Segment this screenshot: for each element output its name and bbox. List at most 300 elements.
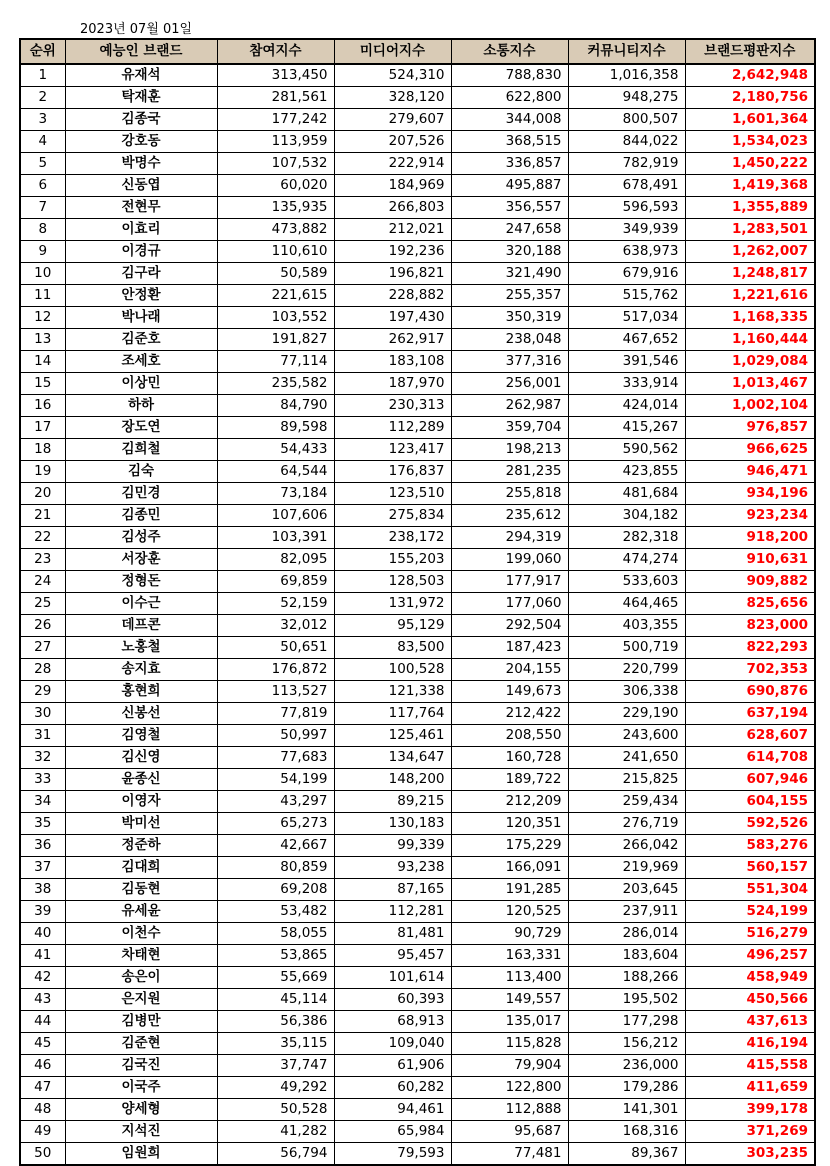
community-cell: 195,502 (568, 989, 685, 1011)
rank-cell: 30 (20, 703, 65, 725)
name-cell: 이효리 (65, 219, 217, 241)
participation-cell: 50,651 (217, 637, 334, 659)
community-cell: 177,298 (568, 1011, 685, 1033)
name-cell: 유재석 (65, 64, 217, 87)
brand-reputation-table (19, 38, 816, 1166)
table-row (20, 813, 815, 835)
participation-cell: 49,292 (217, 1077, 334, 1099)
communication-cell: 255,357 (451, 285, 568, 307)
communication-cell: 95,687 (451, 1121, 568, 1143)
rank-cell: 40 (20, 923, 65, 945)
communication-cell: 495,887 (451, 175, 568, 197)
name-cell: 송지효 (65, 659, 217, 681)
name-cell: 이천수 (65, 923, 217, 945)
rank-cell: 26 (20, 615, 65, 637)
table-row (20, 571, 815, 593)
rank-cell: 25 (20, 593, 65, 615)
media-cell: 128,503 (334, 571, 451, 593)
name-cell: 은지원 (65, 989, 217, 1011)
name-cell: 서장훈 (65, 549, 217, 571)
media-cell: 112,289 (334, 417, 451, 439)
media-cell: 109,040 (334, 1033, 451, 1055)
table-row (20, 1099, 815, 1121)
participation-cell: 54,433 (217, 439, 334, 461)
table-body (20, 64, 815, 1165)
community-cell: 464,465 (568, 593, 685, 615)
media-cell: 328,120 (334, 87, 451, 109)
media-cell: 131,972 (334, 593, 451, 615)
community-cell: 168,316 (568, 1121, 685, 1143)
name-cell: 차태현 (65, 945, 217, 967)
table-row (20, 483, 815, 505)
table-row (20, 87, 815, 109)
name-cell: 김영철 (65, 725, 217, 747)
media-cell: 112,281 (334, 901, 451, 923)
communication-cell: 149,557 (451, 989, 568, 1011)
table-row (20, 285, 815, 307)
brand-index-cell: 1,355,889 (685, 197, 815, 219)
brand-index-cell: 825,656 (685, 593, 815, 615)
rank-cell: 17 (20, 417, 65, 439)
community-cell: 948,275 (568, 87, 685, 109)
name-cell: 지석진 (65, 1121, 217, 1143)
rank-cell: 19 (20, 461, 65, 483)
rank-cell: 34 (20, 791, 65, 813)
table-row (20, 175, 815, 197)
brand-index-cell: 1,168,335 (685, 307, 815, 329)
rank-cell: 32 (20, 747, 65, 769)
brand-index-cell: 823,000 (685, 615, 815, 637)
community-cell: 517,034 (568, 307, 685, 329)
media-cell: 230,313 (334, 395, 451, 417)
name-cell: 김동현 (65, 879, 217, 901)
community-cell: 467,652 (568, 329, 685, 351)
media-cell: 125,461 (334, 725, 451, 747)
communication-cell: 187,423 (451, 637, 568, 659)
name-cell: 조세호 (65, 351, 217, 373)
rank-cell: 16 (20, 395, 65, 417)
name-cell: 김희철 (65, 439, 217, 461)
name-cell: 이영자 (65, 791, 217, 813)
name-cell: 김신영 (65, 747, 217, 769)
participation-cell: 77,683 (217, 747, 334, 769)
participation-cell: 56,794 (217, 1143, 334, 1166)
media-cell: 275,834 (334, 505, 451, 527)
media-cell: 130,183 (334, 813, 451, 835)
rank-cell: 10 (20, 263, 65, 285)
community-cell: 844,022 (568, 131, 685, 153)
participation-cell: 77,819 (217, 703, 334, 725)
participation-cell: 77,114 (217, 351, 334, 373)
name-cell: 김종국 (65, 109, 217, 131)
table-row (20, 681, 815, 703)
participation-cell: 55,669 (217, 967, 334, 989)
name-cell: 송은이 (65, 967, 217, 989)
communication-cell: 321,490 (451, 263, 568, 285)
community-cell: 349,939 (568, 219, 685, 241)
community-cell: 141,301 (568, 1099, 685, 1121)
participation-cell: 107,606 (217, 505, 334, 527)
communication-cell: 177,917 (451, 571, 568, 593)
brand-index-cell: 1,534,023 (685, 131, 815, 153)
community-cell: 156,212 (568, 1033, 685, 1055)
rank-cell: 38 (20, 879, 65, 901)
table-row (20, 1121, 815, 1143)
media-cell: 148,200 (334, 769, 451, 791)
name-cell: 하하 (65, 395, 217, 417)
brand-index-cell: 1,601,364 (685, 109, 815, 131)
communication-cell: 120,351 (451, 813, 568, 835)
name-cell: 정준하 (65, 835, 217, 857)
table-row (20, 153, 815, 175)
communication-cell: 235,612 (451, 505, 568, 527)
community-cell: 596,593 (568, 197, 685, 219)
participation-cell: 52,159 (217, 593, 334, 615)
community-cell: 481,684 (568, 483, 685, 505)
media-cell: 134,647 (334, 747, 451, 769)
name-cell: 데프콘 (65, 615, 217, 637)
name-cell: 정형돈 (65, 571, 217, 593)
rank-cell: 36 (20, 835, 65, 857)
name-cell: 이경규 (65, 241, 217, 263)
name-cell: 김구라 (65, 263, 217, 285)
brand-index-cell: 1,160,444 (685, 329, 815, 351)
brand-index-cell: 1,419,368 (685, 175, 815, 197)
community-cell: 333,914 (568, 373, 685, 395)
rank-cell: 50 (20, 1143, 65, 1166)
rank-cell: 29 (20, 681, 65, 703)
participation-cell: 107,532 (217, 153, 334, 175)
table-row (20, 747, 815, 769)
media-cell: 95,457 (334, 945, 451, 967)
media-cell: 192,236 (334, 241, 451, 263)
table-row (20, 307, 815, 329)
table-row (20, 461, 815, 483)
community-cell: 183,604 (568, 945, 685, 967)
communication-cell: 262,987 (451, 395, 568, 417)
table-row (20, 329, 815, 351)
table-row (20, 109, 815, 131)
name-cell: 안정환 (65, 285, 217, 307)
media-cell: 212,021 (334, 219, 451, 241)
rank-cell: 22 (20, 527, 65, 549)
name-cell: 임원희 (65, 1143, 217, 1166)
communication-cell: 356,557 (451, 197, 568, 219)
participation-cell: 43,297 (217, 791, 334, 813)
participation-cell: 80,859 (217, 857, 334, 879)
rank-cell: 15 (20, 373, 65, 395)
brand-index-cell: 909,882 (685, 571, 815, 593)
rank-cell: 44 (20, 1011, 65, 1033)
brand-index-cell: 516,279 (685, 923, 815, 945)
media-cell: 94,461 (334, 1099, 451, 1121)
name-cell: 전현무 (65, 197, 217, 219)
name-cell: 탁재훈 (65, 87, 217, 109)
rank-cell: 42 (20, 967, 65, 989)
participation-cell: 176,872 (217, 659, 334, 681)
participation-cell: 82,095 (217, 549, 334, 571)
rank-cell: 6 (20, 175, 65, 197)
table-row (20, 967, 815, 989)
table-row (20, 351, 815, 373)
communication-cell: 198,213 (451, 439, 568, 461)
community-cell: 188,266 (568, 967, 685, 989)
brand-index-cell: 399,178 (685, 1099, 815, 1121)
media-cell: 99,339 (334, 835, 451, 857)
participation-cell: 42,667 (217, 835, 334, 857)
table-row (20, 439, 815, 461)
brand-index-cell: 1,450,222 (685, 153, 815, 175)
name-cell: 윤종신 (65, 769, 217, 791)
rank-cell: 47 (20, 1077, 65, 1099)
communication-cell: 115,828 (451, 1033, 568, 1055)
community-cell: 424,014 (568, 395, 685, 417)
rank-cell: 28 (20, 659, 65, 681)
brand-index-cell: 416,194 (685, 1033, 815, 1055)
participation-cell: 50,528 (217, 1099, 334, 1121)
communication-cell: 212,209 (451, 791, 568, 813)
community-cell: 237,911 (568, 901, 685, 923)
name-cell: 김숙 (65, 461, 217, 483)
brand-index-cell: 607,946 (685, 769, 815, 791)
participation-cell: 221,615 (217, 285, 334, 307)
rank-cell: 48 (20, 1099, 65, 1121)
name-cell: 김대희 (65, 857, 217, 879)
community-cell: 415,267 (568, 417, 685, 439)
table-row (20, 637, 815, 659)
communication-cell: 79,904 (451, 1055, 568, 1077)
media-cell: 87,165 (334, 879, 451, 901)
communication-cell: 281,235 (451, 461, 568, 483)
date-label: 2023년 07월 01일 (80, 22, 193, 37)
brand-index-cell: 628,607 (685, 725, 815, 747)
name-cell: 김준현 (65, 1033, 217, 1055)
media-cell: 228,882 (334, 285, 451, 307)
participation-cell: 313,450 (217, 64, 334, 87)
participation-cell: 113,527 (217, 681, 334, 703)
participation-cell: 50,589 (217, 263, 334, 285)
brand-index-cell: 450,566 (685, 989, 815, 1011)
communication-cell: 788,830 (451, 64, 568, 87)
media-cell: 81,481 (334, 923, 451, 945)
table-row (20, 131, 815, 153)
table-row (20, 879, 815, 901)
community-cell: 638,973 (568, 241, 685, 263)
brand-index-cell: 2,180,756 (685, 87, 815, 109)
rank-cell: 23 (20, 549, 65, 571)
rank-cell: 4 (20, 131, 65, 153)
participation-cell: 69,859 (217, 571, 334, 593)
communication-cell: 113,400 (451, 967, 568, 989)
brand-index-cell: 551,304 (685, 879, 815, 901)
table-row (20, 1055, 815, 1077)
participation-cell: 113,959 (217, 131, 334, 153)
rank-cell: 14 (20, 351, 65, 373)
brand-index-cell: 918,200 (685, 527, 815, 549)
brand-index-cell: 604,155 (685, 791, 815, 813)
name-cell: 유세윤 (65, 901, 217, 923)
media-cell: 183,108 (334, 351, 451, 373)
participation-cell: 37,747 (217, 1055, 334, 1077)
header-row (20, 39, 815, 64)
community-cell: 515,762 (568, 285, 685, 307)
media-cell: 266,803 (334, 197, 451, 219)
name-cell: 홍현희 (65, 681, 217, 703)
rank-cell: 35 (20, 813, 65, 835)
community-cell: 220,799 (568, 659, 685, 681)
communication-cell: 208,550 (451, 725, 568, 747)
table-row (20, 1143, 815, 1166)
participation-cell: 281,561 (217, 87, 334, 109)
rank-cell: 1 (20, 64, 65, 87)
community-cell: 679,916 (568, 263, 685, 285)
participation-cell: 53,482 (217, 901, 334, 923)
communication-cell: 163,331 (451, 945, 568, 967)
brand-index-cell: 923,234 (685, 505, 815, 527)
table-row (20, 769, 815, 791)
brand-index-cell: 702,353 (685, 659, 815, 681)
communication-cell: 166,091 (451, 857, 568, 879)
media-cell: 123,510 (334, 483, 451, 505)
name-cell: 박명수 (65, 153, 217, 175)
table-row (20, 989, 815, 1011)
brand-index-cell: 496,257 (685, 945, 815, 967)
table-row (20, 1011, 815, 1033)
participation-cell: 110,610 (217, 241, 334, 263)
participation-cell: 35,115 (217, 1033, 334, 1055)
communication-cell: 191,285 (451, 879, 568, 901)
community-cell: 304,182 (568, 505, 685, 527)
community-cell: 243,600 (568, 725, 685, 747)
brand-index-cell: 910,631 (685, 549, 815, 571)
table-row (20, 373, 815, 395)
header-communication: 소통지수 (451, 39, 568, 64)
name-cell: 이국주 (65, 1077, 217, 1099)
communication-cell: 622,800 (451, 87, 568, 109)
communication-cell: 247,658 (451, 219, 568, 241)
communication-cell: 368,515 (451, 131, 568, 153)
community-cell: 179,286 (568, 1077, 685, 1099)
participation-cell: 50,997 (217, 725, 334, 747)
communication-cell: 177,060 (451, 593, 568, 615)
media-cell: 60,393 (334, 989, 451, 1011)
communication-cell: 294,319 (451, 527, 568, 549)
table-row (20, 659, 815, 681)
rank-cell: 11 (20, 285, 65, 307)
brand-index-cell: 1,013,467 (685, 373, 815, 395)
communication-cell: 149,673 (451, 681, 568, 703)
media-cell: 207,526 (334, 131, 451, 153)
communication-cell: 160,728 (451, 747, 568, 769)
rank-cell: 31 (20, 725, 65, 747)
community-cell: 203,645 (568, 879, 685, 901)
media-cell: 197,430 (334, 307, 451, 329)
community-cell: 306,338 (568, 681, 685, 703)
participation-cell: 473,882 (217, 219, 334, 241)
media-cell: 89,215 (334, 791, 451, 813)
participation-cell: 58,055 (217, 923, 334, 945)
brand-index-cell: 415,558 (685, 1055, 815, 1077)
rank-cell: 7 (20, 197, 65, 219)
name-cell: 김병만 (65, 1011, 217, 1033)
table-row (20, 1077, 815, 1099)
rank-cell: 12 (20, 307, 65, 329)
table-row (20, 395, 815, 417)
brand-index-cell: 976,857 (685, 417, 815, 439)
community-cell: 215,825 (568, 769, 685, 791)
brand-index-cell: 560,157 (685, 857, 815, 879)
communication-cell: 112,888 (451, 1099, 568, 1121)
brand-index-cell: 437,613 (685, 1011, 815, 1033)
brand-index-cell: 690,876 (685, 681, 815, 703)
name-cell: 강호동 (65, 131, 217, 153)
table-row (20, 1033, 815, 1055)
rank-cell: 2 (20, 87, 65, 109)
media-cell: 93,238 (334, 857, 451, 879)
rank-cell: 24 (20, 571, 65, 593)
table-row (20, 417, 815, 439)
table-row (20, 593, 815, 615)
communication-cell: 199,060 (451, 549, 568, 571)
name-cell: 이수근 (65, 593, 217, 615)
name-cell: 박나래 (65, 307, 217, 329)
table-row (20, 615, 815, 637)
communication-cell: 255,818 (451, 483, 568, 505)
participation-cell: 45,114 (217, 989, 334, 1011)
header-rank: 순위 (20, 39, 65, 64)
participation-cell: 60,020 (217, 175, 334, 197)
rank-cell: 27 (20, 637, 65, 659)
brand-index-cell: 583,276 (685, 835, 815, 857)
media-cell: 61,906 (334, 1055, 451, 1077)
table-row (20, 901, 815, 923)
communication-cell: 212,422 (451, 703, 568, 725)
brand-index-cell: 966,625 (685, 439, 815, 461)
communication-cell: 320,188 (451, 241, 568, 263)
community-cell: 266,042 (568, 835, 685, 857)
table-row (20, 527, 815, 549)
brand-index-cell: 371,269 (685, 1121, 815, 1143)
communication-cell: 377,316 (451, 351, 568, 373)
name-cell: 박미선 (65, 813, 217, 835)
community-cell: 241,650 (568, 747, 685, 769)
header-brand-reputation: 브랜드평판지수 (685, 39, 815, 64)
rank-cell: 21 (20, 505, 65, 527)
brand-index-cell: 614,708 (685, 747, 815, 769)
communication-cell: 189,722 (451, 769, 568, 791)
media-cell: 117,764 (334, 703, 451, 725)
community-cell: 89,367 (568, 1143, 685, 1166)
communication-cell: 90,729 (451, 923, 568, 945)
brand-index-cell: 458,949 (685, 967, 815, 989)
header-community: 커뮤니티지수 (568, 39, 685, 64)
brand-index-cell: 592,526 (685, 813, 815, 835)
table-row (20, 835, 815, 857)
rank-cell: 8 (20, 219, 65, 241)
rank-cell: 45 (20, 1033, 65, 1055)
participation-cell: 177,242 (217, 109, 334, 131)
rank-cell: 3 (20, 109, 65, 131)
communication-cell: 344,008 (451, 109, 568, 131)
brand-index-cell: 822,293 (685, 637, 815, 659)
community-cell: 229,190 (568, 703, 685, 725)
communication-cell: 122,800 (451, 1077, 568, 1099)
community-cell: 219,969 (568, 857, 685, 879)
name-cell: 양세형 (65, 1099, 217, 1121)
media-cell: 121,338 (334, 681, 451, 703)
brand-index-cell: 1,283,501 (685, 219, 815, 241)
media-cell: 279,607 (334, 109, 451, 131)
